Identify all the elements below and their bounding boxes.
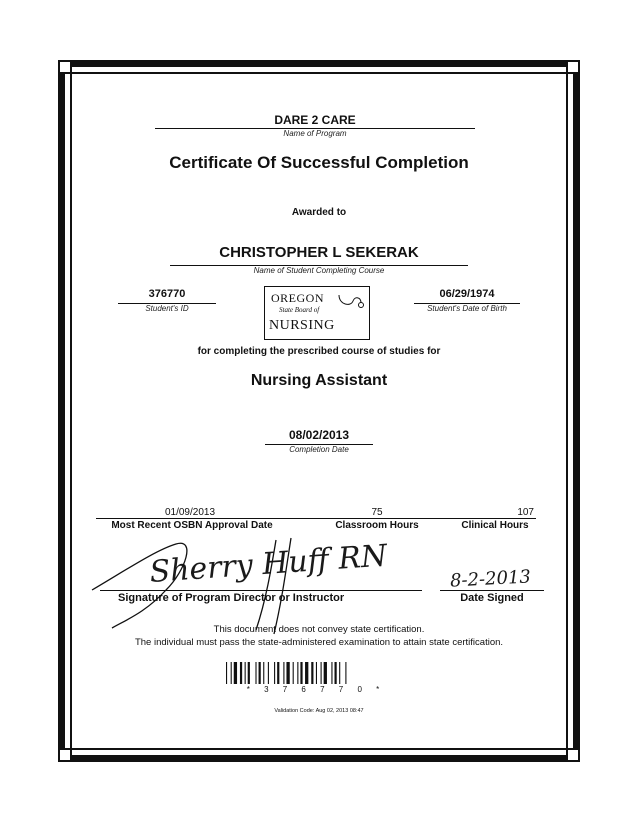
handwritten-date: 8-2-2013 — [449, 566, 532, 592]
date-line — [440, 590, 544, 591]
barcode-bar — [226, 662, 227, 684]
corner-ornament — [58, 748, 72, 762]
stethoscope-icon — [337, 291, 365, 311]
course-name: Nursing Assistant — [250, 372, 388, 389]
awarded-to-label: Awarded to — [291, 207, 347, 218]
certificate-border-inner — [70, 72, 568, 750]
barcode-bar — [231, 662, 232, 684]
barcode-bar — [345, 662, 346, 684]
student-name-caption: Name of Student Completing Course — [253, 266, 385, 275]
approval-date-label: Most Recent OSBN Approval Date — [111, 520, 273, 531]
student-name: CHRISTOPHER L SEKERAK — [219, 244, 419, 261]
barcode-bar — [255, 662, 256, 684]
osbn-seal — [264, 286, 370, 340]
validation-code: Validation Code: Aug 02, 2013 08:47 — [274, 708, 364, 714]
barcode-bar — [316, 662, 317, 684]
barcode — [226, 662, 406, 684]
barcode-bar — [339, 662, 340, 684]
date-signed-label: Date Signed — [460, 592, 524, 604]
completion-date: 08/02/2013 — [288, 428, 350, 442]
barcode-bar — [263, 662, 264, 684]
signature-line — [100, 590, 422, 591]
barcode-bar — [297, 662, 298, 684]
barcode-bar — [274, 662, 275, 684]
barcode-bar — [300, 662, 302, 684]
signature-label: Signature of Program Director or Instructor — [118, 592, 345, 604]
approval-date: 01/09/2013 — [164, 507, 216, 518]
barcode-bar — [321, 662, 322, 684]
barcode-bar — [311, 662, 313, 684]
barcode-bar — [324, 662, 327, 684]
student-id-caption: Student's ID — [145, 304, 189, 313]
barcode-bar — [331, 662, 332, 684]
disclaimer-line-1: This document does not convey state certification. — [213, 624, 425, 635]
program-caption: Name of Program — [283, 129, 347, 138]
student-id: 376770 — [148, 288, 186, 300]
barcode-bar — [240, 662, 242, 684]
barcode-bar — [277, 662, 279, 684]
program-name: DARE 2 CARE — [274, 113, 356, 127]
barcode-bar — [259, 662, 261, 684]
classroom-hours: 75 — [371, 507, 383, 518]
barcode-bar — [305, 662, 308, 684]
barcode-bar — [283, 662, 284, 684]
barcode-bar — [335, 662, 337, 684]
date-of-birth: 06/29/1974 — [439, 288, 495, 300]
barcode-bar — [268, 662, 269, 684]
corner-ornament — [566, 60, 580, 74]
classroom-hours-label: Classroom Hours — [335, 520, 419, 531]
handwritten-signature: Sherry Huff RN — [148, 538, 389, 590]
logo-text-nursing: NURSING — [269, 318, 335, 333]
certificate-title: Certificate Of Successful Completion — [169, 153, 469, 172]
corner-ornament — [58, 60, 72, 74]
corner-ornament — [566, 748, 580, 762]
date-of-birth-caption: Student's Date of Birth — [427, 304, 507, 313]
clinical-hours: 107 — [517, 507, 534, 518]
logo-text-board: State Board of — [279, 306, 320, 314]
barcode-bar — [248, 662, 250, 684]
for-completing-text: for completing the prescribed course of studies for — [197, 346, 441, 357]
logo-text-oregon: OREGON — [271, 291, 324, 305]
completion-date-caption: Completion Date — [289, 445, 349, 454]
disclaimer-line-2: The individual must pass the state-administered examination to attain state certification. — [134, 637, 504, 648]
barcode-bar — [245, 662, 246, 684]
clinical-hours-label: Clinical Hours — [461, 520, 529, 531]
barcode-bar — [234, 662, 237, 684]
divider — [96, 518, 536, 519]
barcode-bar — [293, 662, 294, 684]
barcode-bar — [286, 662, 289, 684]
barcode-text: * 3 7 6 7 7 0 * — [246, 685, 386, 694]
